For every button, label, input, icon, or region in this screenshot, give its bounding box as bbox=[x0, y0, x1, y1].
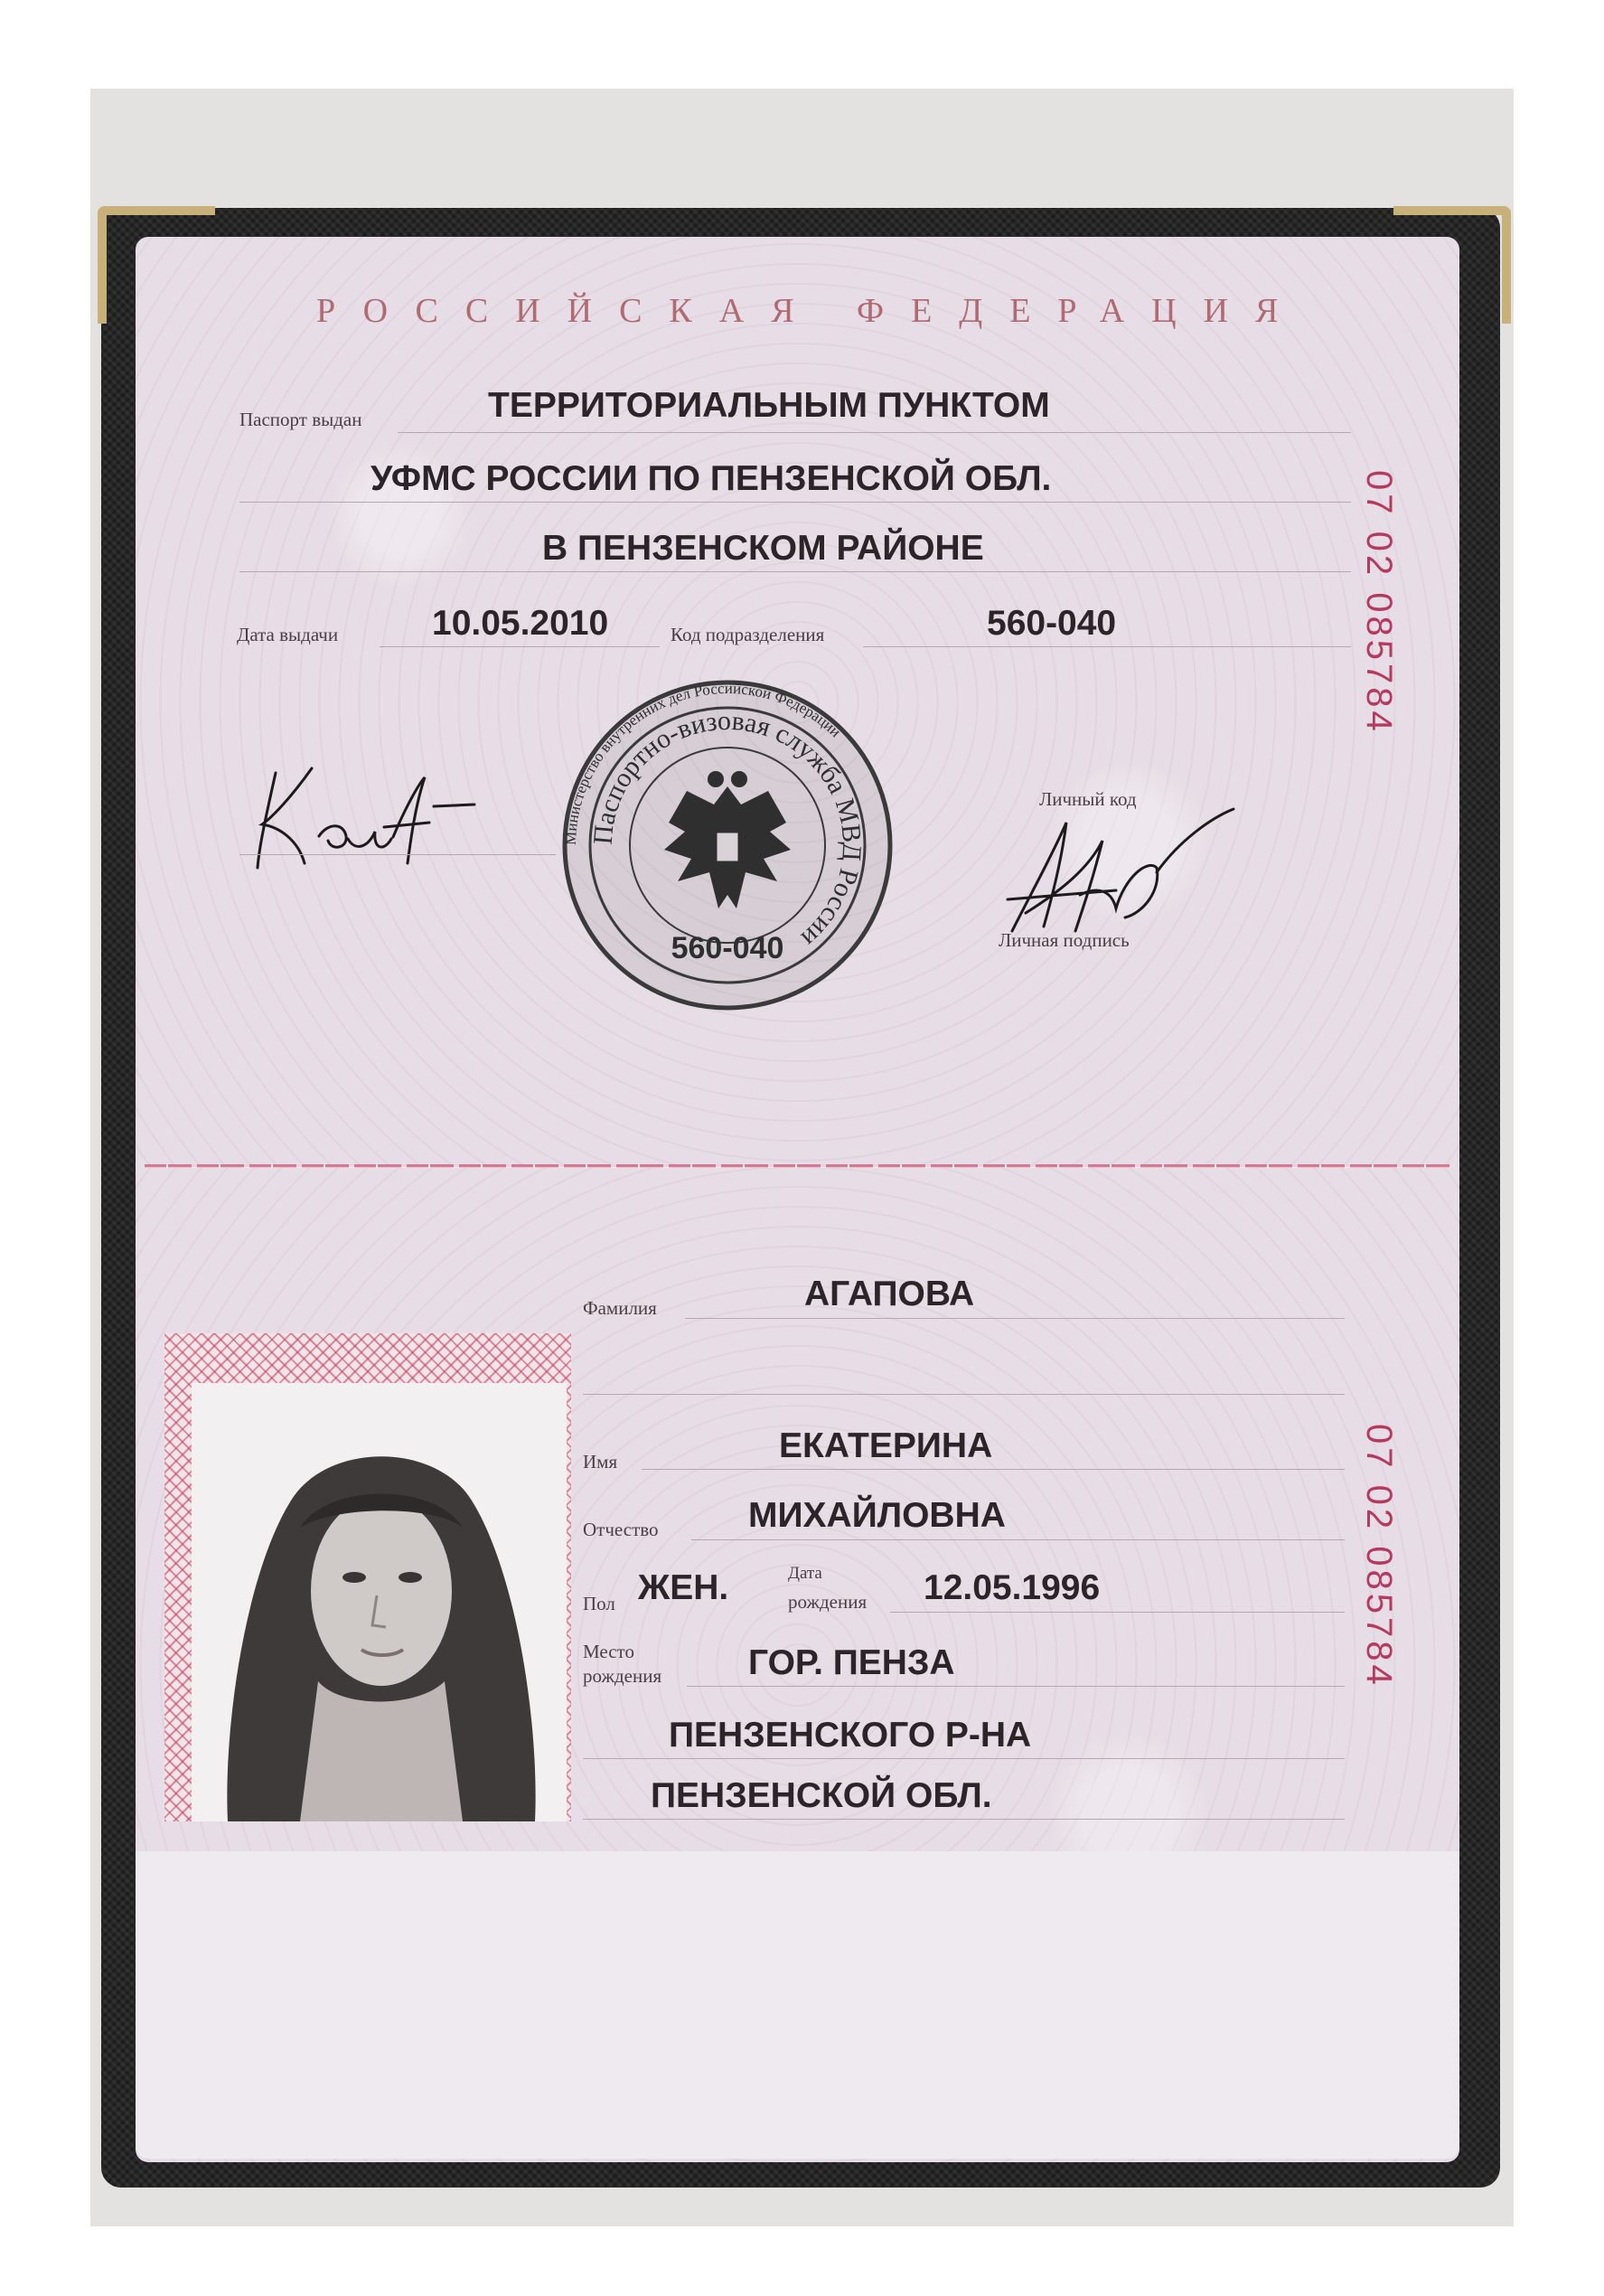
issue-date-line bbox=[380, 646, 660, 647]
issued-by-line-3-text: В ПЕНЗЕНСКОМ РАЙОНЕ bbox=[542, 529, 984, 568]
stamp-outer-text: Министерство внутренних дел Российской Федерации bbox=[561, 679, 845, 846]
issuing-officer-line bbox=[239, 854, 556, 855]
surname-line-2 bbox=[583, 1394, 1345, 1395]
birth-place-line-3 bbox=[583, 1819, 1345, 1820]
country-title: РОССИЙСКАЯ ФЕДЕРАЦИЯ bbox=[316, 292, 1306, 330]
surname-label: Фамилия bbox=[583, 1297, 657, 1319]
issued-by-line-2 bbox=[239, 502, 1351, 503]
sex: ЖЕН. bbox=[638, 1568, 729, 1607]
patronymic-label: Отчество bbox=[583, 1519, 659, 1540]
birth-date-label-1: Дата bbox=[788, 1564, 822, 1583]
birth-place-line-2-text: ПЕНЗЕНСКОГО Р-НА bbox=[669, 1716, 1032, 1755]
stamp-ring-text: Паспортно-визовая служба МВД России bbox=[587, 705, 868, 954]
serial-number-top: 07 02 085784 bbox=[1359, 470, 1399, 735]
name: ЕКАТЕРИНА bbox=[779, 1426, 993, 1465]
birth-place-line-3-text: ПЕНЗЕНСКОЙ ОБЛ. bbox=[651, 1776, 992, 1815]
stamp-code: 560-040 bbox=[671, 931, 784, 965]
serial-number-bottom: 07 02 085784 bbox=[1359, 1424, 1399, 1689]
name-line bbox=[642, 1469, 1345, 1470]
issuing-officer-signature bbox=[249, 750, 483, 877]
birth-place-label-2: рождения bbox=[583, 1665, 662, 1687]
issued-by-line-1-text: ТЕРРИТОРИАЛЬНЫМ ПУНКТОМ bbox=[488, 386, 1050, 425]
division-code-label: Код подразделения bbox=[671, 624, 825, 645]
birth-date: 12.05.1996 bbox=[924, 1568, 1101, 1607]
birth-place-label-1: Место bbox=[583, 1641, 634, 1662]
surname-line bbox=[685, 1318, 1345, 1319]
personal-signature-label: Личная подпись bbox=[999, 929, 1130, 951]
division-code-line bbox=[863, 646, 1351, 647]
patronymic: МИХАЙЛОВНА bbox=[748, 1496, 1006, 1535]
official-stamp bbox=[560, 678, 895, 1012]
name-label: Имя bbox=[583, 1451, 618, 1473]
issued-by-line-2-text: УФМС РОССИИ ПО ПЕНЗЕНСКОЙ ОБЛ. bbox=[371, 459, 1052, 498]
sex-label: Пол bbox=[583, 1593, 615, 1614]
birth-place-line-1-text: ГОР. ПЕНЗА bbox=[748, 1643, 955, 1682]
issued-by-line-1 bbox=[398, 432, 1351, 433]
personal-code-label: Личный код bbox=[1039, 788, 1137, 810]
division-code: 560-040 bbox=[987, 604, 1117, 643]
personal-signature bbox=[990, 805, 1252, 940]
lamination-strip bbox=[136, 1851, 1459, 2159]
birth-place-line-2 bbox=[583, 1758, 1345, 1759]
issued-by-label: Паспорт выдан bbox=[239, 409, 362, 430]
issue-date: 10.05.2010 bbox=[432, 604, 609, 643]
issue-date-label: Дата выдачи bbox=[237, 624, 339, 645]
issued-by-line-3 bbox=[239, 571, 1351, 572]
birth-place-line-1 bbox=[687, 1686, 1345, 1687]
holder-photo bbox=[192, 1383, 567, 1821]
birth-date-line bbox=[890, 1612, 1345, 1613]
birth-date-label-2: рождения bbox=[788, 1591, 868, 1613]
patronymic-line bbox=[691, 1539, 1345, 1540]
surname: АГАПОВА bbox=[804, 1275, 975, 1313]
